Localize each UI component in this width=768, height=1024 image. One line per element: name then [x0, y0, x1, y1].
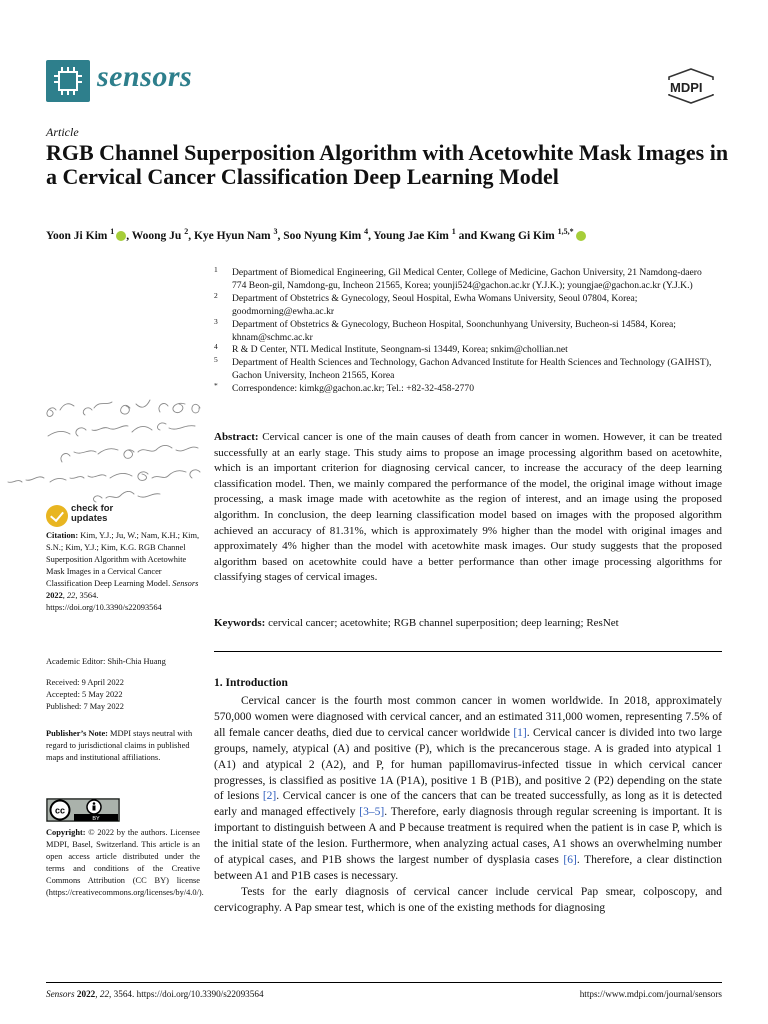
orcid-icon[interactable] — [576, 231, 586, 241]
citation-volume: 22 — [66, 591, 76, 600]
cc-label: BY — [92, 816, 100, 822]
abstract — [214, 430, 722, 586]
pub-note-text: MDPI stays neutral with regard to jurisdictional claims in published maps and institutional affiliations. — [46, 729, 193, 762]
journal-name: sensors — [97, 60, 193, 93]
handwritten-annotation — [0, 390, 205, 510]
affiliation-item — [214, 267, 714, 293]
author-affiliation-sup: 3 — [273, 227, 278, 236]
author-affiliation-sup: 1,5,* — [557, 227, 574, 236]
accepted-date: Accepted: 5 May 2022 — [46, 690, 123, 699]
affiliation-text: Department of Health Sciences and Technology, Gachon Advanced Institute for Health Sciences and Technology (GAIHST), Gachon University, Incheon 21565, Korea — [232, 357, 712, 382]
affiliation-item — [214, 290, 714, 319]
affiliation-number: 5 — [214, 355, 218, 365]
author-name: Yoon Ji Kim $^1$ — [46, 230, 126, 242]
author-name: Woong Ju $^2$ — [131, 227, 189, 242]
affiliation-item — [214, 357, 714, 383]
author-list: Yoon Ji Kim $^1$ , Woong Ju $^2$, Kye Hyun Nam $^3$, Soo Nyung Kim $^4$, Young Jae Kim $^1$ and Kwang Gi Kim $^{1,5,*}$ — [46, 227, 746, 242]
check-updates-line2: updates — [71, 513, 108, 524]
citation: Citation: Kim, Y.J.; Ju, W.; Nam, K.H.; Kim, S.N.; Kim, Y.J.; Kim, K.G. RGB Channel Superposition Algorithm with Acetowhite Mask Images in a Cervical Cancer Classification Deep Learning Model. Sensors 2022, 22, 3564. https://doi.org/10.3390/s22093564 — [46, 531, 200, 612]
affiliation-text: Department of Obstetrics & Gynecology, Seoul Hospital, Ewha Womans University, Seoul 07804, Korea; goodmorning@ewha.ac.kr — [232, 292, 638, 317]
citation-text: Kim, Y.J.; Ju, W.; Nam, K.H.; Kim, S.N.; Kim, Y.J.; Kim, K.G. RGB Channel Superposition Algorithm with Acetowhite Mask Images in a Cervical Cancer Classification Deep Learning Model. — [46, 531, 200, 588]
author-affiliation-sup: 2 — [184, 227, 189, 236]
keywords-label: Keywords: — [214, 617, 266, 629]
section-divider — [214, 651, 722, 652]
abstract-label: Abstract: — [214, 431, 259, 443]
citation-ref[interactable]: [1] — [513, 726, 527, 739]
keywords-text: cervical cancer; acetowhite; RGB channel superposition; deep learning; ResNet — [268, 617, 619, 629]
check-icon — [46, 505, 68, 527]
author-affiliation-sup: 1 — [110, 227, 115, 236]
footer-divider — [46, 982, 722, 983]
affiliation-text: R & D Center, NTL Medical Institute, Seongnam-si 13449, Korea; snkim@chollian.net — [232, 344, 568, 356]
check-updates-line1: check for — [71, 503, 114, 514]
affiliation-item — [214, 344, 714, 357]
citation-year: 2022 — [46, 591, 63, 600]
citation-ref[interactable]: [2] — [262, 790, 277, 803]
copyright — [46, 827, 204, 899]
citation-ref[interactable]: [6] — [563, 854, 577, 867]
journal-logo — [46, 60, 90, 102]
affiliation-number: 2 — [214, 290, 218, 300]
keywords — [214, 617, 722, 629]
introduction-body — [214, 694, 722, 917]
author-name: Kye Hyun Nam $^3$ — [193, 227, 278, 242]
affiliation-item — [214, 383, 714, 396]
author-name: Soo Nyung Kim $^4$ — [283, 227, 369, 242]
publisher-name: MDPI — [670, 80, 703, 95]
section-heading: 1. Introduction — [214, 677, 288, 689]
abstract-text: Cervical cancer is one of the main causes of death from cancer in women. However, it can be treated successfully at an early stage. This study aims to propose an image processing algorithm based on acetowhite, which is an important criterion for diagnosing cervical cancer, to increase the accuracy of the deep learning classification model. Then, we mainly compared the performance of the model, the original image without image processing, a mask image made with acetowhite as the region of interest, and an image using the proposed algorithm. In conclusion, the deep learning classification model based on images with the proposed algorithm achieved an accuracy of 81.31%, which is approximately 9% higher than the model with original images and approximately 4% higher than the model with acetowhite mask images. Our study suggests that the proposed algorithm based on acetowhite could have a better performance than other image processing algorithms for classifying stages of cervical images. — [214, 431, 723, 584]
pub-note-label: Publisher’s Note: — [46, 729, 108, 738]
affiliation-number: * — [214, 381, 218, 391]
article-type: Article — [46, 125, 79, 139]
affiliation-number: 4 — [214, 342, 218, 352]
svg-text:cc: cc — [54, 805, 66, 816]
publisher-logo — [666, 68, 716, 104]
affiliation-text: Correspondence: kimkg@gachon.ac.kr; Tel.: +82-32-458-2770 — [232, 383, 474, 395]
author-affiliation-sup: 1 — [451, 227, 456, 236]
orcid-icon[interactable] — [116, 231, 126, 241]
published-date: Published: 7 May 2022 — [46, 702, 124, 711]
affiliations — [214, 267, 714, 396]
publisher-note — [46, 728, 200, 764]
received-date: Received: 9 April 2022 — [46, 678, 124, 687]
cc-by-license-icon[interactable] — [46, 798, 120, 822]
citation-ref[interactable]: [3–5] — [359, 806, 385, 819]
academic-editor: Academic Editor: Shih-Chia Huang — [46, 657, 166, 666]
affiliation-number: 1 — [214, 265, 218, 274]
affiliation-number: 3 — [214, 316, 218, 326]
footer-journal-link[interactable]: https://www.mdpi.com/journal/sensors — [579, 989, 722, 999]
copyright-label: Copyright: — [46, 828, 86, 837]
citation-doi[interactable]: 3564. https://doi.org/10.3390/s22093564 — [46, 591, 162, 612]
publication-dates — [46, 677, 200, 713]
article-title: RGB Channel Superposition Algorithm with Acetowhite Mask Images in a Cervical Cancer Classification Deep Learning Model — [46, 140, 729, 189]
author-affiliation-sup: 4 — [364, 227, 369, 236]
check-for-updates-button[interactable] — [46, 503, 136, 529]
affiliation-item — [214, 316, 714, 345]
author-name: Young Jae Kim $^1$ — [373, 227, 456, 242]
affiliation-text: Department of Biomedical Engineering, Gil Medical Center, College of Medicine, Gachon University, 21 Namdong-daero 774 Beon-gil, Namdong-gu, Incheon 21565, Korea; younji524@gachon.ac.kr (Y.J.K.); youngjae@gachon.ac.kr (Y.J.K.) — [232, 267, 702, 291]
citation-journal: Sensors — [172, 579, 199, 588]
affiliation-text: Department of Obstetrics & Gynecology, Bucheon Hospital, Soonchunhyang University, Bucheon-si 14584, Korea; khnam@schmc.ac.kr — [232, 318, 676, 343]
author-name: Kwang Gi Kim $^{1,5,*}$ — [480, 230, 586, 242]
chip-icon — [58, 71, 78, 91]
citation-label: Citation: — [46, 531, 79, 540]
paragraph: Tests for the early diagnosis of cervical cancer include cervical Pap smear, colposcopy, and cervicography. A Pap smear test, which is one of the existing methods for diagnosing — [214, 885, 722, 914]
paragraph: Cervical cancer is the fourth most common cancer in women worldwide. In 2018, approximately 570,000 women were diagnosed with cervical cancer, and an estimated 311,000 women, representing 7.5% of all female cancer deaths, died due to cervical cancer worldwide [1]. Cervical cancer is divided into two large groups, namely, atypical (A) and positive (P), which is the precancerous stage. A is graded into atypical 1 (A1) and atypical 2 (A2), and P, for human papillomavirus-infected tissue in which cervical cancer progresses, is classified as positive 1A (P1A), positive 1 B (P1B), and positive 2 (P2) depending on the state of lesions [2]. Cervical cancer is one of the cancers that can be treated successfully, as long as it is detected early and managed effectively [3–5]. Therefore, early diagnosis through regular screening is important. It is important to distinguish between A and P because treatment is required when the patient is in case P, which is the initial state of the lesion. Furthermore, when analyzing actual cases, A1 shows an overwhelming number of atypical cases, and P1B shows the largest number of dysplasia cases [6]. Therefore, a clear distinction between A1 and P1B cases is necessary. — [214, 695, 722, 882]
copyright-text: © 2022 by the authors. Licensee MDPI, Basel, Switzerland. This article is an open access article distributed under the terms and conditions of the Creative Commons Attribution (CC BY) license (https://creativecommons.org/licenses/by/4.0/). — [46, 828, 204, 897]
footer-citation: Sensors 2022, 22, 3564. https://doi.org/10.3390/s22093564 — [46, 989, 264, 999]
